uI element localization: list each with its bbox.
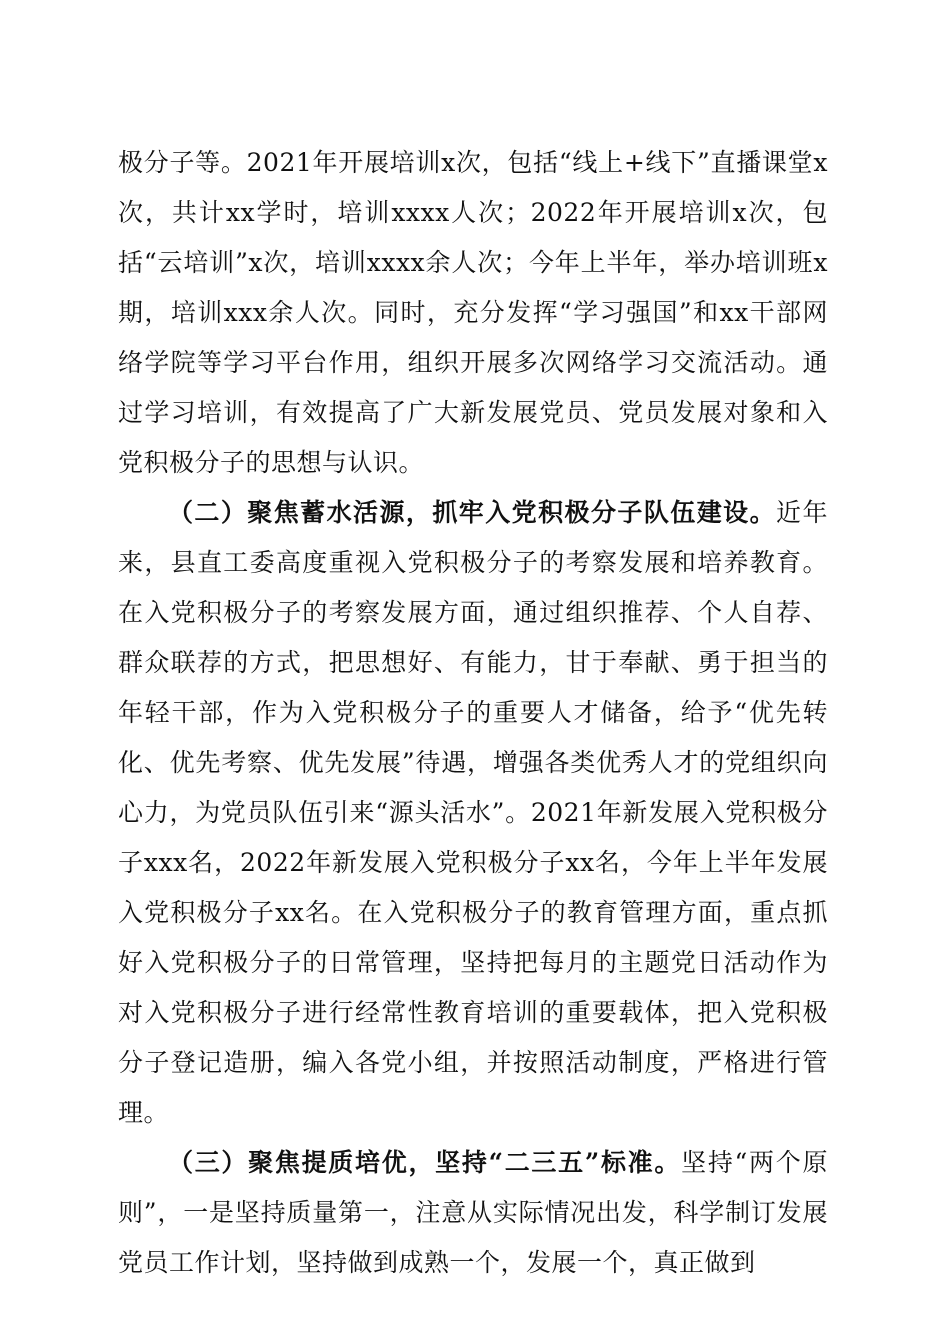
document-page — [118, 138, 828, 1288]
paragraph-section-three — [118, 1138, 828, 1288]
paragraph-text: 极分子等。2021年开展培训x次，包括“线上+线下”直播课堂x次，共计xx学时，培训xxxx人次；2022年开展培训x次，包括“云培训”x次，培训xxxx余人次；今年上半年，举办培训班x期，培训xxx余人次。同时，充分发挥“学习强国”和xx干部网络学院等学习平台作用，组织开展多次网络学习交流活动。通过学习培训，有效提高了广大新发展党员、党员发展对象和入党积极分子的思想与认识。 — [118, 148, 828, 477]
section-heading-two: （二）聚焦蓄水活源，抓牢入党积极分子队伍建设。 — [168, 498, 777, 527]
section-heading-three: （三）聚焦提质培优，坚持“二三五”标准。 — [168, 1148, 682, 1177]
paragraph-section-two — [118, 488, 828, 1138]
paragraph-text: 坚持“两个原则”，一是坚持质量第一，注意从实际情况出发，科学制订发展党员工作计划，坚持做到成熟一个，发展一个，真正做到 — [118, 1148, 828, 1277]
paragraph-text: 近年来，县直工委高度重视入党积极分子的考察发展和培养教育。在入党积极分子的考察发展方面，通过组织推荐、个人自荐、群众联荐的方式，把思想好、有能力，甘于奉献、勇于担当的年轻干部，作为入党积极分子的重要人才储备，给予“优先转化、优先考察、优先发展”待遇，增强各类优秀人才的党组织向心力，为党员队伍引来“源头活水”。2021年新发展入党积极分子xxx名，2022年新发展入党积极分子xx名，今年上半年发展入党积极分子xx名。在入党积极分子的教育管理方面，重点抓好入党积极分子的日常管理，坚持把每月的主题党日活动作为对入党积极分子进行经常性教育培训的重要载体，把入党积极分子登记造册，编入各党小组，并按照活动制度，严格进行管理。 — [118, 498, 828, 1127]
paragraph-training-continued — [118, 138, 828, 488]
